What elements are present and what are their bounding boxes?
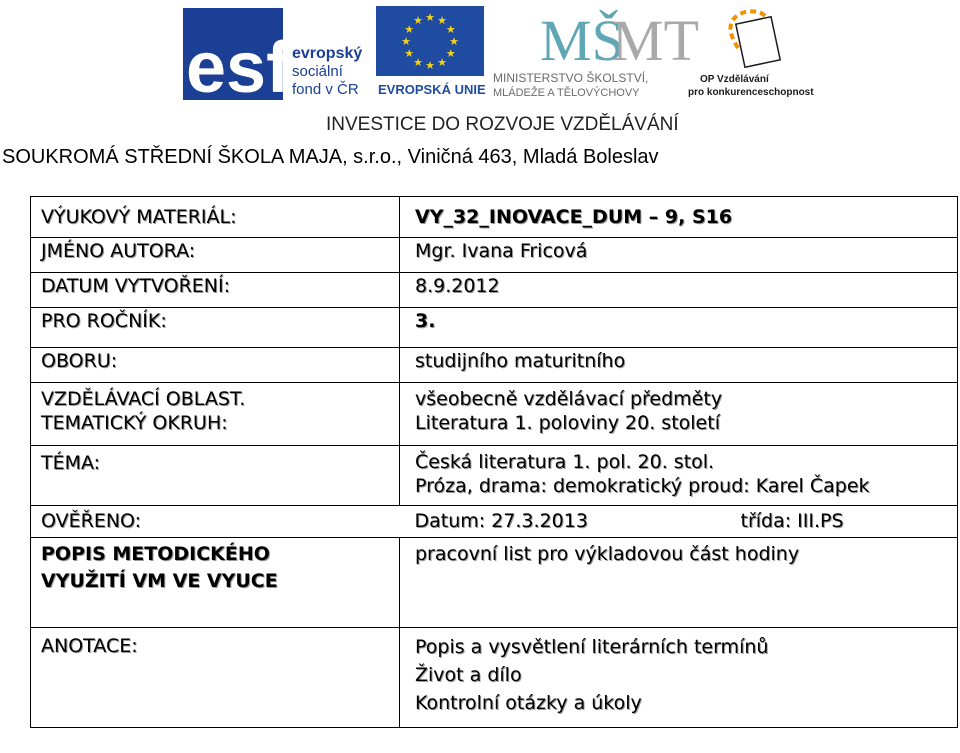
value-topic-1: Česká literatura 1. pol. 20. stol.	[415, 451, 715, 473]
annotation-item: Život a dílo	[415, 664, 522, 686]
label-method-2: VYUŽITÍ VM VE VYUCE	[41, 570, 278, 592]
label-author: JMÉNO AUTORA:	[41, 240, 196, 262]
value-topic-2: Próza, drama: demokratický proud: Karel Čapek	[415, 475, 870, 497]
annotation-item: Kontrolní otázky a úkoly	[415, 692, 642, 714]
msmt-line1: MINISTERSTVO ŠKOLSTVÍ,	[493, 71, 649, 85]
op-line1: OP Vzdělávání	[700, 74, 769, 85]
eu-star-icon: ★	[449, 35, 459, 48]
svg-text:MŠ: MŠ	[540, 8, 624, 73]
eu-star-icon: ★	[404, 47, 415, 60]
eu-star-icon: ★	[413, 55, 423, 69]
esf-logo	[183, 8, 362, 108]
eu-star-icon: ★	[404, 23, 415, 36]
row-verified	[31, 506, 958, 538]
eu-flag-logo	[376, 6, 486, 97]
eu-star-icon: ★	[445, 23, 456, 36]
msmt-line2: MLÁDEŽE A TĚLOVÝCHOVY	[493, 87, 640, 99]
eu-star-icon: ★	[445, 47, 456, 60]
label-area-2: TEMATICKÝ OKRUH:	[41, 412, 228, 434]
value-area-1: všeobecně vzdělávací předměty	[415, 388, 723, 410]
value-author: Mgr. Ivana Fricová	[415, 240, 588, 262]
eu-star-icon: ★	[425, 59, 435, 72]
value-field: studijního maturitního	[415, 350, 626, 372]
logo-strip	[0, 0, 960, 140]
label-created: DATUM VYTVOŘENÍ:	[41, 275, 231, 297]
value-area-2: Literatura 1. poloviny 20. století	[415, 412, 720, 434]
row-field	[31, 348, 958, 383]
label-field: OBORU:	[41, 350, 118, 372]
label-area-1: VZDĚLÁVACÍ OBLAST.	[41, 388, 246, 410]
label-topic: TÉMA:	[41, 452, 101, 474]
value-method: pracovní list pro výkladovou část hodiny	[415, 543, 800, 565]
material-info-table	[30, 196, 958, 728]
label-method-1: POPIS METODICKÉHO	[41, 543, 270, 565]
row-grade	[31, 308, 958, 348]
row-author	[31, 238, 958, 273]
row-topic	[31, 446, 958, 506]
row-created	[31, 273, 958, 308]
esf-line1: evropský	[292, 45, 363, 62]
value-verified-class: třída: III.PS	[740, 510, 844, 532]
label-material: VÝUKOVÝ MATERIÁL:	[41, 206, 237, 228]
eu-star-icon: ★	[437, 55, 447, 69]
row-annotation	[31, 628, 958, 728]
row-material	[31, 197, 958, 238]
row-method	[31, 538, 958, 628]
row-area	[31, 383, 958, 446]
value-material: VY_32_INOVACE_DUM – 9, S16	[415, 206, 733, 228]
label-verified: OVĚŘENO:	[41, 510, 142, 532]
eu-star-icon: ★	[425, 11, 435, 24]
svg-text:MT: MT	[612, 8, 699, 73]
eu-star-icon: ★	[437, 14, 447, 28]
label-annotation: ANOTACE:	[41, 635, 138, 657]
label-grade: PRO ROČNÍK:	[41, 310, 167, 332]
annotation-item: Popis a vysvětlení literárních termínů	[415, 636, 769, 658]
eu-text: EVROPSKÁ UNIE	[378, 82, 486, 97]
op-line2: pro konkurenceschopnost	[688, 87, 814, 98]
value-grade: 3.	[415, 310, 436, 332]
eu-star-icon: ★	[413, 14, 423, 28]
investice-text: INVESTICE DO ROZVOJE VZDĚLÁVÁNÍ	[326, 114, 679, 135]
value-created: 8.9.2012	[415, 275, 500, 297]
op-vzdelavani-logo	[688, 11, 814, 98]
value-verified-date: Datum: 27.3.2013	[414, 510, 588, 532]
msmt-logo	[493, 8, 699, 99]
eu-star-icon: ★	[401, 35, 411, 48]
esf-line3: fond v ČR	[292, 81, 359, 98]
esf-line2: sociální	[292, 63, 343, 80]
svg-text:esf: esf	[186, 28, 291, 108]
school-name: SOUKROMÁ STŘEDNÍ ŠKOLA MAJA, s.r.o., Viničná 463, Mladá Boleslav	[2, 146, 659, 168]
